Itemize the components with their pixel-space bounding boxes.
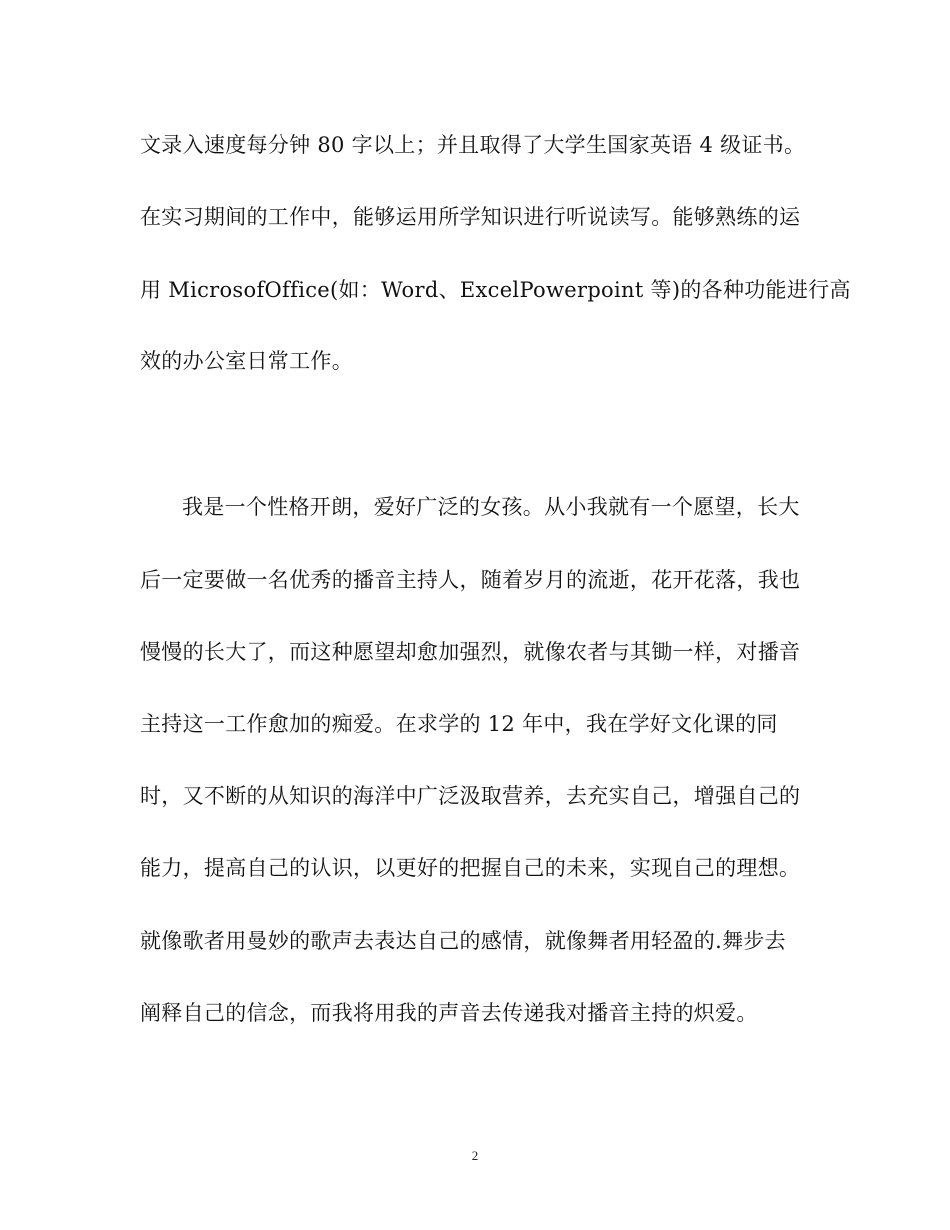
text-line: 慢慢的长大了，而这种愿望却愈加强烈，就像农者与其锄一样，对播音: [140, 640, 801, 664]
text-line: 用 MicrosofOffice(如：Word、ExcelPowerpoint 等)的各种功能进行高: [140, 278, 851, 302]
text-line: 阐释自己的信念，而我将用我的声音去传递我对播音主持的炽爱。: [140, 1001, 758, 1025]
text-line: 效的办公室日常工作。: [140, 349, 353, 373]
text-line: 后一定要做一名优秀的播音主持人，随着岁月的流逝，花开花落，我也: [140, 568, 801, 592]
text-line: 我是一个性格开朗，爱好广泛的女孩。从小我就有一个愿望，长大: [182, 495, 800, 519]
text-line: 就像歌者用曼妙的歌声去表达自己的感情，就像舞者用轻盈的.舞步去: [140, 929, 786, 953]
page-number: 2: [471, 1148, 479, 1163]
text-line: 能力，提高自己的认识，以更好的把握自己的未来，实现自己的理想。: [140, 856, 801, 880]
text-line: 在实习期间的工作中，能够运用所学知识进行听说读写。能够熟练的运: [140, 205, 801, 229]
text-line: 时，又不断的从知识的海洋中广泛汲取营养，去充实自己，增强自己的: [140, 784, 801, 808]
text-line: 主持这一工作愈加的痴爱。在求学的 12 年中，我在学好文化课的同: [140, 712, 778, 736]
text-line: 文录入速度每分钟 80 字以上；并且取得了大学生国家英语 4 级证书。: [140, 133, 806, 157]
